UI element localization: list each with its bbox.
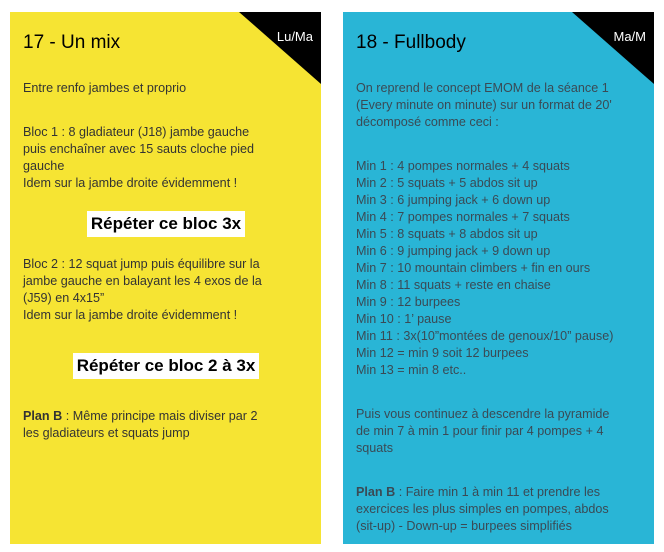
- repeat-highlight: Répéter ce bloc 3x: [87, 211, 245, 237]
- intro-line: décomposé comme ceci :: [356, 115, 499, 129]
- corner-tag-background: [572, 12, 654, 84]
- plan-b-line: (sit-up) - Down-up = burpees simplifiés: [356, 519, 572, 533]
- intro-text: Entre renfo jambes et proprio: [23, 81, 187, 95]
- plan-b-line: les gladiateurs et squats jump: [23, 426, 190, 440]
- card-body: [356, 80, 642, 535]
- minute-line: Min 10 : 1’ pause: [356, 312, 452, 326]
- plan-b-line: [23, 408, 309, 425]
- minute-line: Min 12 = min 9 soit 12 burpees: [356, 346, 529, 360]
- minute-line: Min 1 : 4 pompes normales + 4 squats: [356, 159, 570, 173]
- minute-line: Min 2 : 5 squats + 5 abdos sit up: [356, 176, 538, 190]
- plan-b-label: Plan B: [356, 485, 396, 499]
- intro-line: On reprend le concept EMOM de la séance 1: [356, 81, 609, 95]
- minute-line: Min 13 = min 8 etc..: [356, 363, 467, 377]
- card-body: [23, 80, 309, 442]
- plan-b-label: Plan B: [23, 409, 63, 423]
- bloc2-line: Idem sur la jambe droite évidemment !: [23, 308, 238, 322]
- minute-line: Min 9 : 12 burpees: [356, 295, 461, 309]
- bloc2-line: Bloc 2 : 12 squat jump puis équilibre sur la: [23, 257, 260, 271]
- corner-tag-background: [239, 12, 321, 84]
- minute-line: Min 7 : 10 mountain climbers + fin en ours: [356, 261, 591, 275]
- workout-card-18: [343, 12, 654, 544]
- minute-line: Min 4 : 7 pompes normales + 7 squats: [356, 210, 570, 224]
- minute-line: Min 5 : 8 squats + 8 abdos sit up: [356, 227, 538, 241]
- intro-line: (Every minute on minute) sur un format de 20': [356, 98, 612, 112]
- card-title: 17 - Un mix: [23, 32, 121, 53]
- card-title: 18 - Fullbody: [356, 32, 466, 53]
- workout-card-17: [10, 12, 321, 544]
- bloc1-line: Bloc 1 : 8 gladiateur (J18) jambe gauche: [23, 125, 250, 139]
- plan-b-line: [356, 484, 642, 501]
- day-tag: Ma/M: [613, 29, 646, 44]
- bloc1-line: gauche: [23, 159, 65, 173]
- day-tag: Lu/Ma: [276, 29, 313, 44]
- repeat-highlight: Répéter ce bloc 2 à 3x: [73, 353, 260, 379]
- bloc2-line: (J59) en 4x15”: [23, 291, 105, 305]
- outro-line: squats: [356, 441, 394, 455]
- minute-line: Min 11 : 3x(10”montées de genoux/10” pause): [356, 329, 614, 343]
- minute-line: Min 6 : 9 jumping jack + 9 down up: [356, 244, 551, 258]
- plan-b-line: exercices les plus simples en pompes, abdos: [356, 502, 609, 516]
- minute-line: Min 8 : 11 squats + reste en chaise: [356, 278, 551, 292]
- outro-line: Puis vous continuez à descendre la pyramide: [356, 407, 610, 421]
- plan-b-text: : Même principe mais diviser par 2: [62, 409, 258, 423]
- bloc2-line: jambe gauche en balayant les 4 exos de la: [23, 274, 262, 288]
- outro-line: de min 7 à min 1 pour finir par 4 pompes + 4: [356, 424, 604, 438]
- plan-b-text: : Faire min 1 à min 11 et prendre les: [395, 485, 601, 499]
- bloc1-line: Idem sur la jambe droite évidemment !: [23, 176, 238, 190]
- bloc1-line: puis enchaîner avec 15 sauts cloche pied: [23, 142, 255, 156]
- minute-line: Min 3 : 6 jumping jack + 6 down up: [356, 193, 551, 207]
